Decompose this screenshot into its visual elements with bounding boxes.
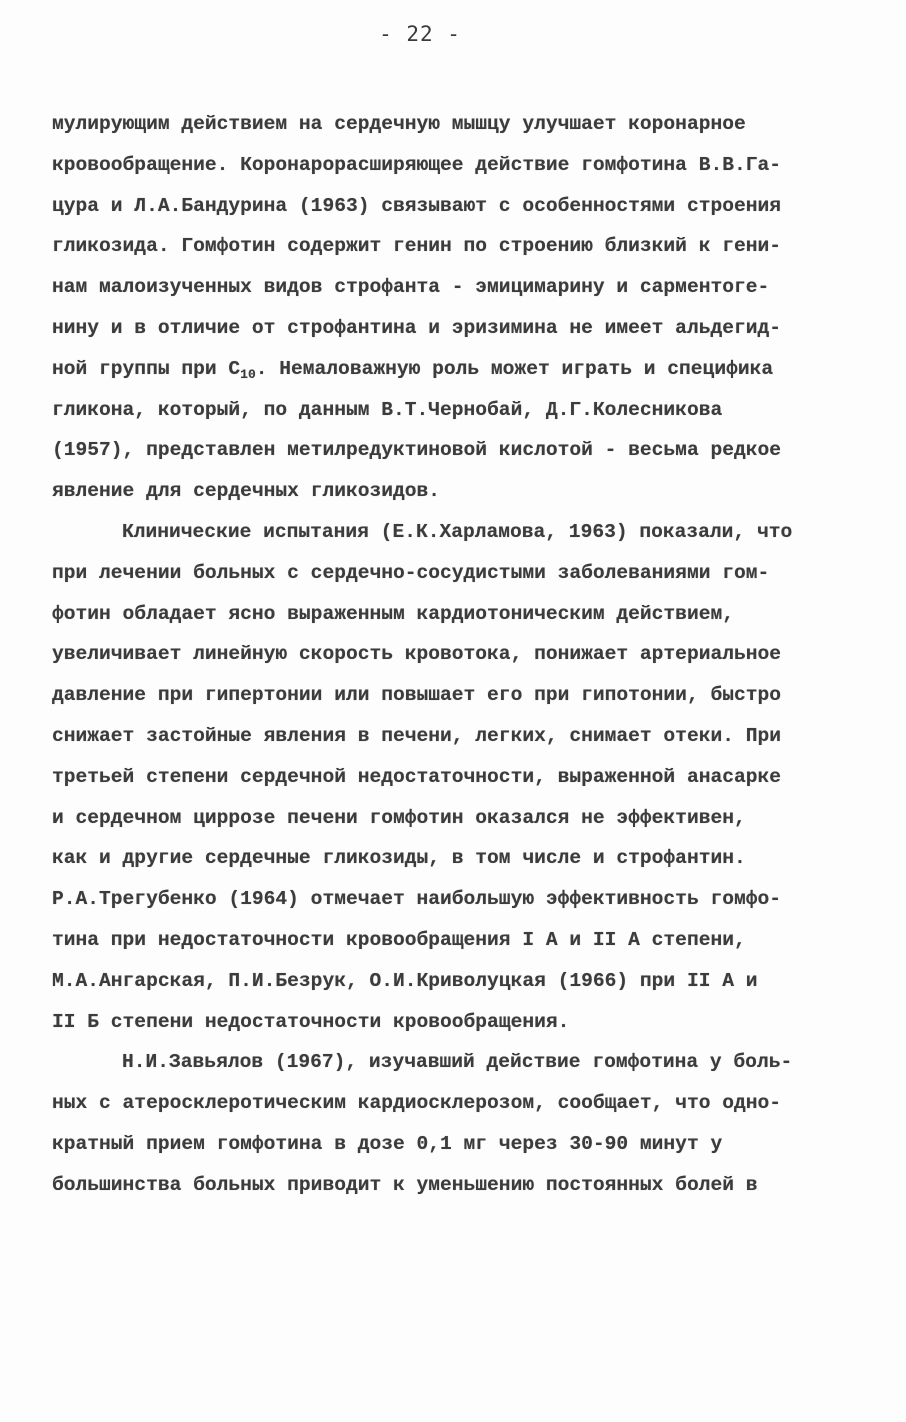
paragraph-3: [52, 1042, 862, 1205]
text-line: Р.А.Трегубенко (1964) отмечает наибольшую эффективность гомфо-: [52, 888, 782, 911]
text-line: нам малоизученных видов строфанта - эмицимарину и сарментоге-: [52, 276, 770, 299]
text-line: снижает застойные явления в печени, легких, снимает отеки. При: [52, 724, 782, 747]
paragraph-1: [52, 104, 862, 512]
text-line: (1957), представлен метилредуктиновой кислотой - весьма редкое: [52, 439, 782, 462]
text-line: как и другие сердечные гликозиды, в том числе и строфантин.: [52, 847, 746, 870]
text-line: гликозида. Гомфотин содержит генин по строению близкий к гени-: [52, 235, 782, 258]
text-line: ных с атеросклеротическим кардиосклерозом, сообщает, что одно-: [52, 1092, 782, 1115]
text-line: II Б степени недостаточности кровообращения.: [52, 1010, 570, 1033]
text-line: фотин обладает ясно выраженным кардиотоническим действием,: [52, 602, 734, 625]
text-line: тина при недостаточности кровообращения I А и II А степени,: [52, 928, 746, 951]
text-line: нину и в отличие от строфантина и эризимина не имеет альдегид-: [52, 316, 782, 339]
text-line: явление для сердечных гликозидов.: [52, 480, 441, 503]
text-line: большинства больных приводит к уменьшению постоянных болей в: [52, 1173, 758, 1196]
paragraph-2: [52, 512, 862, 1042]
text-line: кратный прием гомфотина в дозе 0,1 мг через 30-90 минут у: [52, 1132, 723, 1155]
page-number: - 22 -: [379, 22, 461, 46]
text-line: третьей степени сердечной недостаточности, выраженной анасарке: [52, 765, 782, 788]
subscript: 10: [240, 366, 256, 382]
text-line: Клинические испытания (Е.К.Харламова, 1963) показали, что: [122, 520, 793, 543]
text-line: и сердечном циррозе печени гомфотин оказался не эффективен,: [52, 806, 746, 829]
text-line: при лечении больных с сердечно-сосудистыми заболеваниями гом-: [52, 561, 770, 584]
text-line: Н.И.Завьялов (1967), изучавший действие гомфотина у боль-: [122, 1051, 793, 1074]
text-line: давление при гипертонии или повышает его при гипотонии, быстро: [52, 684, 782, 707]
body-text: [52, 104, 862, 1206]
text-line: М.А.Ангарская, П.И.Безрук, О.И.Криволуцкая (1966) при II А и: [52, 969, 758, 992]
text-fragment: . Немаловажную роль может играть и специфика: [255, 357, 774, 380]
text-line: кровообращение. Коронарорасширяющее действие гомфотина В.В.Га-: [52, 153, 782, 176]
text-line: [52, 349, 862, 390]
text-line: мулирующим действием на сердечную мышцу улучшает коронарное: [52, 113, 746, 135]
text-line: гликона, который, по данным В.Т.Чернобай, Д.Г.Колесникова: [52, 398, 723, 421]
text-line: увеличивает линейную скорость кровотока, понижает артериальное: [52, 643, 782, 666]
text-line: цура и Л.А.Бандурина (1963) связывают с особенностями строения: [52, 194, 782, 217]
text-fragment: ной группы при C: [52, 357, 241, 380]
